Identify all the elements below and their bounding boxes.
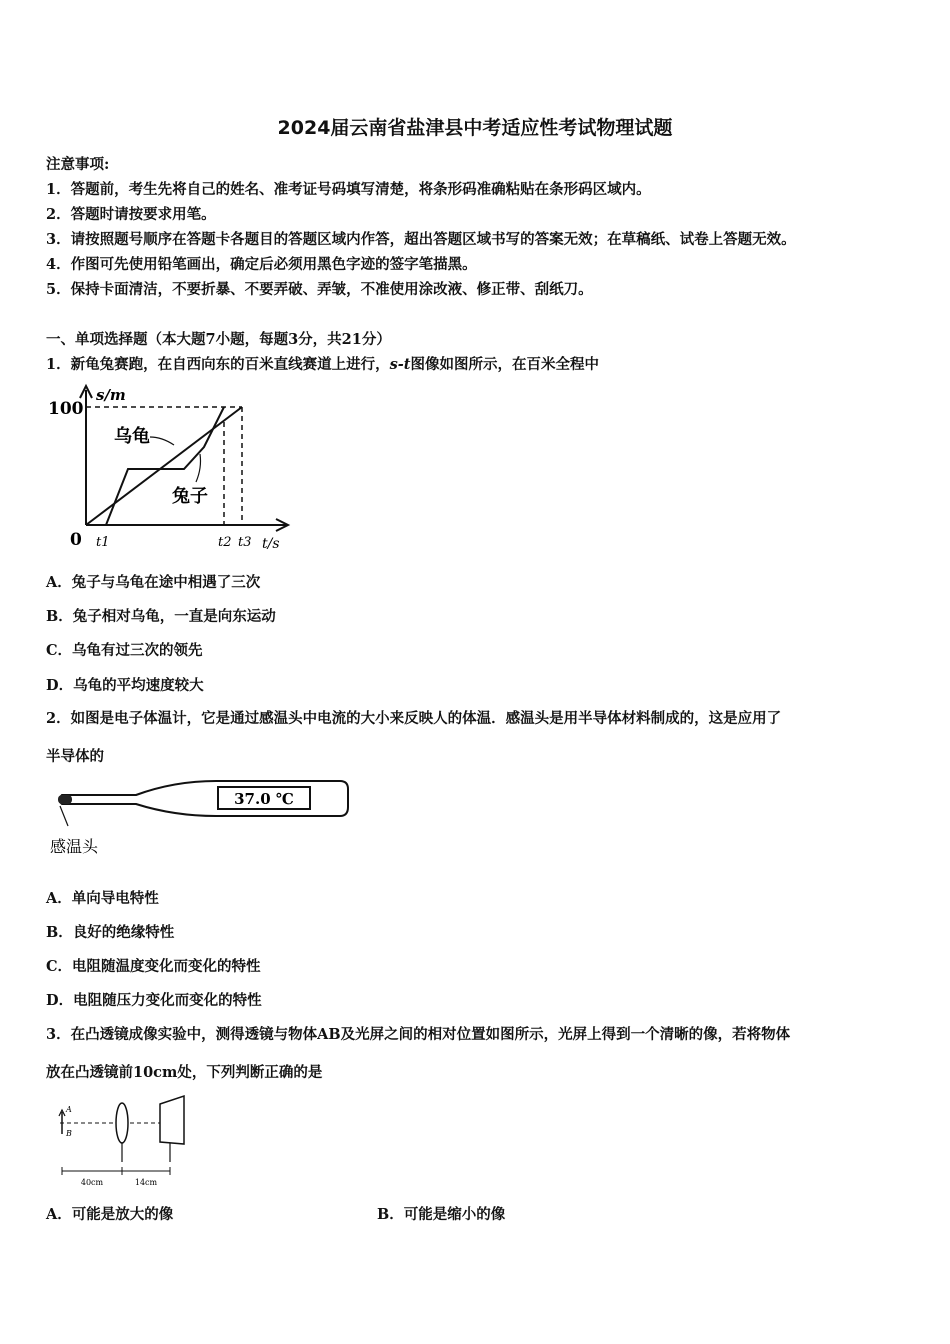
q3-option-a: A．可能是放大的像 [46, 1206, 174, 1223]
q3-stem-line2: 放在凸透镜前10cm处，下列判断正确的是 [46, 1064, 323, 1081]
q2-option-d: D．电阻随压力变化而变化的特性 [46, 992, 262, 1009]
tortoise-label: 乌龟 [114, 426, 150, 447]
display-reading: 37.0 ℃ [234, 790, 294, 808]
q2-option-b: B．良好的绝缘特性 [46, 924, 175, 941]
x-axis-label: t/s [262, 536, 280, 552]
q2-option-c: C．电阻随温度变化而变化的特性 [46, 958, 261, 975]
tortoise-pointer [150, 437, 174, 445]
origin-label: 0 [70, 530, 82, 550]
q1-option-a: A．兔子与乌龟在途中相遇了三次 [46, 574, 261, 591]
t3-label: t3 [238, 535, 252, 550]
notice-item-5: 5．保持卡面清洁，不要折暴、不要弄破、弄皱，不准使用涂改液、修正带、刮纸刀。 [46, 281, 593, 298]
q1-st-graph [44, 382, 294, 557]
q2-thermometer [44, 776, 354, 861]
q3-lens-setup [44, 1090, 204, 1190]
t2-label: t2 [218, 535, 232, 550]
light-screen [160, 1096, 184, 1144]
rabbit-label: 兔子 [172, 486, 208, 507]
notice-heading: 注意事项: [46, 156, 110, 173]
notice-item-1: 1．答题前，考生先将自己的姓名、准考证号码填写清楚，将条形码准确粘贴在条形码区域内。 [46, 181, 651, 198]
q1-stem-b: 图像如图所示，在百米全程中 [410, 356, 599, 373]
page-title: 2024届云南省盐津县中考适应性考试物理试题 [277, 117, 673, 139]
q2-stem-line2: 半导体的 [46, 748, 104, 765]
distance-14cm: 14cm [134, 1178, 158, 1187]
q1-option-c: C．乌龟有过三次的领先 [46, 642, 203, 659]
probe-pointer [60, 806, 68, 826]
convex-lens [116, 1103, 128, 1143]
notice-item-4: 4．作图可先使用铅笔画出，确定后必须用黑色字迹的签字笔描黑。 [46, 256, 477, 273]
thermometer-probe [58, 795, 72, 804]
q1-option-d: D．乌龟的平均速度较大 [46, 677, 204, 694]
notice-item-2: 2．答题时请按要求用笔。 [46, 206, 216, 223]
y-axis-label: s/m [96, 386, 126, 404]
rabbit-pointer [196, 454, 201, 482]
q3-stem-line1: 3．在凸透镜成像实验中，测得透镜与物体AB及光屏之间的相对位置如图所示，光屏上得到一个清晰的像，若将物体 [46, 1026, 791, 1043]
object-label-b: B [66, 1129, 72, 1138]
section1-heading: 一、单项选择题（本大题7小题，每题3分，共21分） [46, 331, 391, 348]
distance-40cm: 40cm [80, 1178, 104, 1187]
q1-stem [46, 353, 599, 374]
q2-stem-line1: 2．如图是电子体温计，它是通过感温头中电流的大小来反映人的体温．感温头是用半导体材料制成的，这是应用了 [46, 710, 782, 727]
q2-option-a: A．单向导电特性 [46, 890, 159, 907]
probe-label: 感温头 [50, 837, 99, 856]
q3-option-b: B．可能是缩小的像 [377, 1206, 506, 1223]
y-tick-100: 100 [48, 399, 84, 419]
q1-option-b: B．兔子相对乌龟，一直是向东运动 [46, 608, 276, 625]
q1-stem-var: s-t [389, 356, 411, 373]
notice-item-3: 3．请按照题号顺序在答题卡各题目的答题区域内作答，超出答题区域书写的答案无效；在草稿纸、试卷上答题无效。 [46, 231, 796, 248]
object-label-a: A [66, 1105, 72, 1114]
q1-stem-a: 1．新龟兔赛跑，在自西向东的百米直线赛道上进行， [46, 356, 390, 373]
tortoise-line [86, 407, 242, 525]
t1-label: t1 [96, 535, 110, 550]
